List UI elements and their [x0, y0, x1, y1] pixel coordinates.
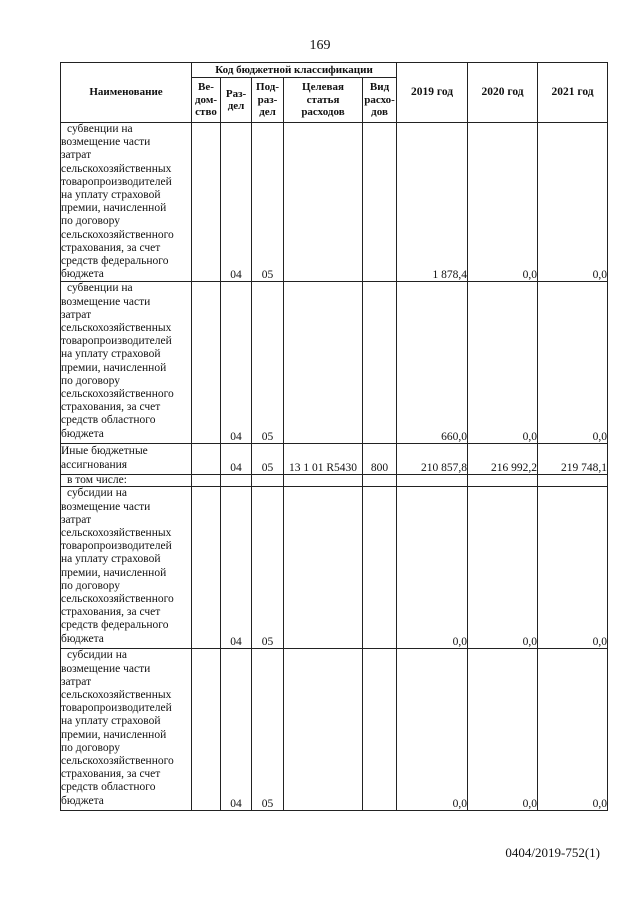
row-name-line: сельскохозяйственного	[61, 755, 174, 768]
podrazdel-cell	[252, 475, 284, 487]
row-name	[61, 444, 192, 475]
row-name-line: субсидии на	[67, 649, 127, 662]
header-vedomstvo: Ве- дом- ство	[192, 78, 221, 123]
row-name-line: средств областного	[61, 781, 156, 794]
header-name: Наименование	[61, 63, 192, 123]
header-code-group: Код бюджетной классификации	[192, 63, 397, 78]
podrazdel-cell: 05	[252, 487, 284, 649]
vedomstvo-cell	[192, 475, 221, 487]
row-name-line: по договору	[61, 374, 121, 387]
value-2020-cell: 0,0	[468, 487, 538, 649]
row-name	[61, 123, 192, 282]
vid-cell: 800	[363, 444, 397, 475]
row-name-line: по договору	[61, 215, 121, 228]
row-name-line: бюджета	[61, 427, 104, 440]
value-2020-cell: 216 992,2	[468, 444, 538, 475]
value-2019-cell: 660,0	[397, 282, 468, 444]
row-name-line: возмещение части	[61, 662, 151, 675]
row-name-line: сельскохозяйственного	[61, 388, 174, 401]
row-name-line: Иные бюджетные	[61, 445, 148, 458]
row-name-line: по договору	[61, 741, 121, 754]
row-name-line: бюджета	[61, 632, 104, 645]
row-name-line: возмещение части	[61, 295, 151, 308]
value-2019-cell: 0,0	[397, 487, 468, 649]
row-name-line: по договору	[61, 579, 121, 592]
row-name-line: товаропроизводителей	[61, 702, 172, 715]
row-name-line: премии, начисленной	[61, 566, 167, 579]
row-name-line: средств федерального	[61, 255, 169, 268]
target-article-cell	[284, 649, 363, 811]
row-name-line: страхования, за счет	[61, 401, 161, 414]
header-year-2021: 2021 год	[538, 63, 608, 123]
table-row	[61, 649, 608, 811]
row-name-line: товаропроизводителей	[61, 540, 172, 553]
row-name-line: средств областного	[61, 414, 156, 427]
row-name-line: товаропроизводителей	[61, 335, 172, 348]
vedomstvo-cell	[192, 487, 221, 649]
vedomstvo-cell	[192, 282, 221, 444]
table-row	[61, 475, 608, 487]
value-2021-cell: 0,0	[538, 649, 608, 811]
row-name-line: на уплату страховой	[61, 348, 161, 361]
row-name-line: затрат	[61, 308, 92, 321]
razdel-cell: 04	[221, 444, 252, 475]
row-name-line: сельскохозяйственного	[61, 593, 174, 606]
value-2020-cell: 0,0	[468, 649, 538, 811]
row-name	[61, 649, 192, 811]
document-code: 0404/2019-752(1)	[505, 845, 600, 860]
row-name-line: сельскохозяйственных	[61, 162, 172, 175]
row-name-line: сельскохозяйственных	[61, 322, 172, 335]
header-podrazdel: Под- раз- дел	[252, 78, 284, 123]
podrazdel-cell: 05	[252, 282, 284, 444]
header-vid: Вид расхо- дов	[363, 78, 397, 123]
header-target-article: Целевая статья расходов	[284, 78, 363, 123]
row-name-line: страхования, за счет	[61, 606, 161, 619]
target-article-cell: 13 1 01 R5430	[284, 444, 363, 475]
row-name-line: премии, начисленной	[61, 202, 167, 215]
value-2021-cell	[538, 475, 608, 487]
value-2021-cell: 0,0	[538, 487, 608, 649]
table-row	[61, 487, 608, 649]
header-razdel: Раз- дел	[221, 78, 252, 123]
row-name-line: на уплату страховой	[61, 189, 161, 202]
value-2021-cell: 0,0	[538, 123, 608, 282]
target-article-cell	[284, 282, 363, 444]
table-row	[61, 282, 608, 444]
header-year-2019: 2019 год	[397, 63, 468, 123]
vedomstvo-cell	[192, 444, 221, 475]
table-body	[61, 123, 608, 811]
value-2019-cell: 210 857,8	[397, 444, 468, 475]
row-name-line: премии, начисленной	[61, 728, 167, 741]
row-name-line: в том числе:	[67, 474, 127, 487]
row-name-line: затрат	[61, 513, 92, 526]
row-name-line: страхования, за счет	[61, 768, 161, 781]
razdel-cell: 04	[221, 487, 252, 649]
row-name-line: средств федерального	[61, 619, 169, 632]
vid-cell	[363, 123, 397, 282]
vedomstvo-cell	[192, 649, 221, 811]
value-2019-cell	[397, 475, 468, 487]
vid-cell	[363, 649, 397, 811]
row-name-line: бюджета	[61, 268, 104, 281]
row-name-line: премии, начисленной	[61, 361, 167, 374]
target-article-cell	[284, 475, 363, 487]
razdel-cell: 04	[221, 123, 252, 282]
row-name-line: возмещение части	[61, 500, 151, 513]
row-name	[61, 282, 192, 444]
razdel-cell	[221, 475, 252, 487]
row-name-line: затрат	[61, 675, 92, 688]
value-2021-cell: 219 748,1	[538, 444, 608, 475]
value-2019-cell: 0,0	[397, 649, 468, 811]
row-name-line: субвенции на	[67, 282, 133, 295]
row-name-line: сельскохозяйственных	[61, 689, 172, 702]
row-name-line: на уплату страховой	[61, 715, 161, 728]
vid-cell	[363, 487, 397, 649]
value-2020-cell: 0,0	[468, 123, 538, 282]
row-name-line: страхования, за счет	[61, 241, 161, 254]
target-article-cell	[284, 487, 363, 649]
row-name-line: товаропроизводителей	[61, 175, 172, 188]
vedomstvo-cell	[192, 123, 221, 282]
vid-cell	[363, 475, 397, 487]
header-year-2020: 2020 год	[468, 63, 538, 123]
row-name-line: ассигнования	[61, 458, 128, 471]
header-row-top	[61, 63, 608, 78]
row-name-line: субсидии на	[67, 487, 127, 500]
value-2019-cell: 1 878,4	[397, 123, 468, 282]
value-2021-cell: 0,0	[538, 282, 608, 444]
razdel-cell: 04	[221, 649, 252, 811]
budget-table	[60, 62, 608, 811]
row-name-line: сельскохозяйственного	[61, 228, 174, 241]
podrazdel-cell: 05	[252, 649, 284, 811]
podrazdel-cell: 05	[252, 444, 284, 475]
value-2020-cell	[468, 475, 538, 487]
row-name-line: бюджета	[61, 794, 104, 807]
vid-cell	[363, 282, 397, 444]
table-row	[61, 444, 608, 475]
row-name-line: на уплату страховой	[61, 553, 161, 566]
row-name-line: субвенции на	[67, 123, 133, 135]
row-name-line: сельскохозяйственных	[61, 527, 172, 540]
table-row	[61, 123, 608, 282]
value-2020-cell: 0,0	[468, 282, 538, 444]
podrazdel-cell: 05	[252, 123, 284, 282]
target-article-cell	[284, 123, 363, 282]
row-name-line: возмещение части	[61, 136, 151, 149]
row-name-line: затрат	[61, 149, 92, 162]
page-number: 169	[309, 38, 331, 53]
razdel-cell: 04	[221, 282, 252, 444]
row-name	[61, 475, 192, 487]
row-name	[61, 487, 192, 649]
